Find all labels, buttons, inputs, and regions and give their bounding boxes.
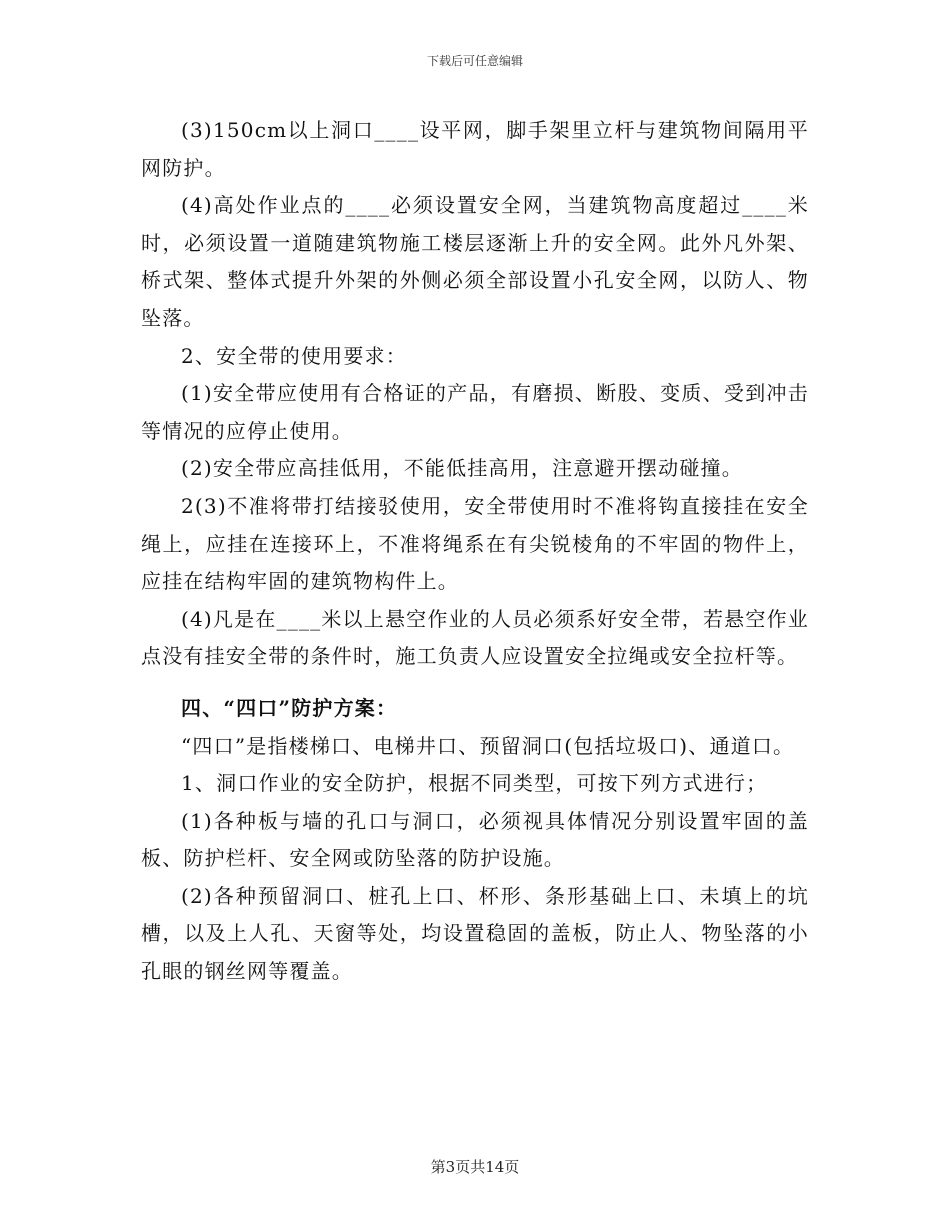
paragraph-belt-1: (1)安全带应使用有合格证的产品，有磨损、断股、变质、受到冲击等情况的应停止使用。 bbox=[141, 381, 809, 443]
paragraph-belt-3: 2(3)不准将带打结接驳使用，安全带使用时不准将钩直接挂在安全绳上，应挂在连接环上，不准将绳系在有尖锐棱角的不牢固的物件上，应挂在结构牢固的建筑物构件上。 bbox=[141, 493, 809, 594]
paragraph-belt-2: (2)安全带应高挂低用，不能低挂高用，注意避开摆动碰撞。 bbox=[181, 456, 743, 481]
document-body bbox=[141, 112, 809, 991]
paragraph-opening-1-1: (1)各种板与墙的孔口与洞口，必须视具体情况分别设置牢固的盖板、防护栏杆、安全网或防坠落的防护设施。 bbox=[141, 808, 809, 871]
paragraph-3-3: (3)150cm以上洞口____设平网，脚手架里立杆与建筑物间隔用平网防护。 bbox=[141, 118, 809, 180]
section-four-openings-heading: 四、“四口”防护方案： bbox=[181, 695, 398, 720]
paragraph-four-openings-definition: “四口”是指楼梯口、电梯井口、预留洞口(包括垃圾口)、通道口。 bbox=[181, 733, 795, 758]
section-safety-belt-heading: 2、安全带的使用要求： bbox=[181, 343, 407, 368]
page-header: 下载后可任意编辑 bbox=[426, 54, 523, 68]
paragraph-opening-1: 1、洞口作业的安全防护，根据不同类型，可按下列方式进行； bbox=[181, 771, 768, 796]
page-footer: 第3页共14页 bbox=[430, 1158, 520, 1176]
paragraph-belt-4: (4)凡是在____米以上悬空作业的人员必须系好安全带，若悬空作业点没有挂安全带的条件时，施工负责人应设置安全拉绳或安全拉杆等。 bbox=[141, 606, 809, 669]
paragraph-opening-1-2: (2)各种预留洞口、桩孔上口、杯形、条形基础上口、未填上的坑槽，以及上人孔、天窗等处，均设置稳固的盖板，防止人、物坠落的小孔眼的钢丝网等覆盖。 bbox=[141, 883, 809, 984]
paragraph-3-4: (4)高处作业点的____必须设置安全网，当建筑物高度超过____米时，必须设置一道随建筑物施工楼层逐渐上升的安全网。此外凡外架、桥式架、整体式提升外架的外侧必须全部设置小孔安全网，以防人、物坠落。 bbox=[141, 193, 809, 330]
